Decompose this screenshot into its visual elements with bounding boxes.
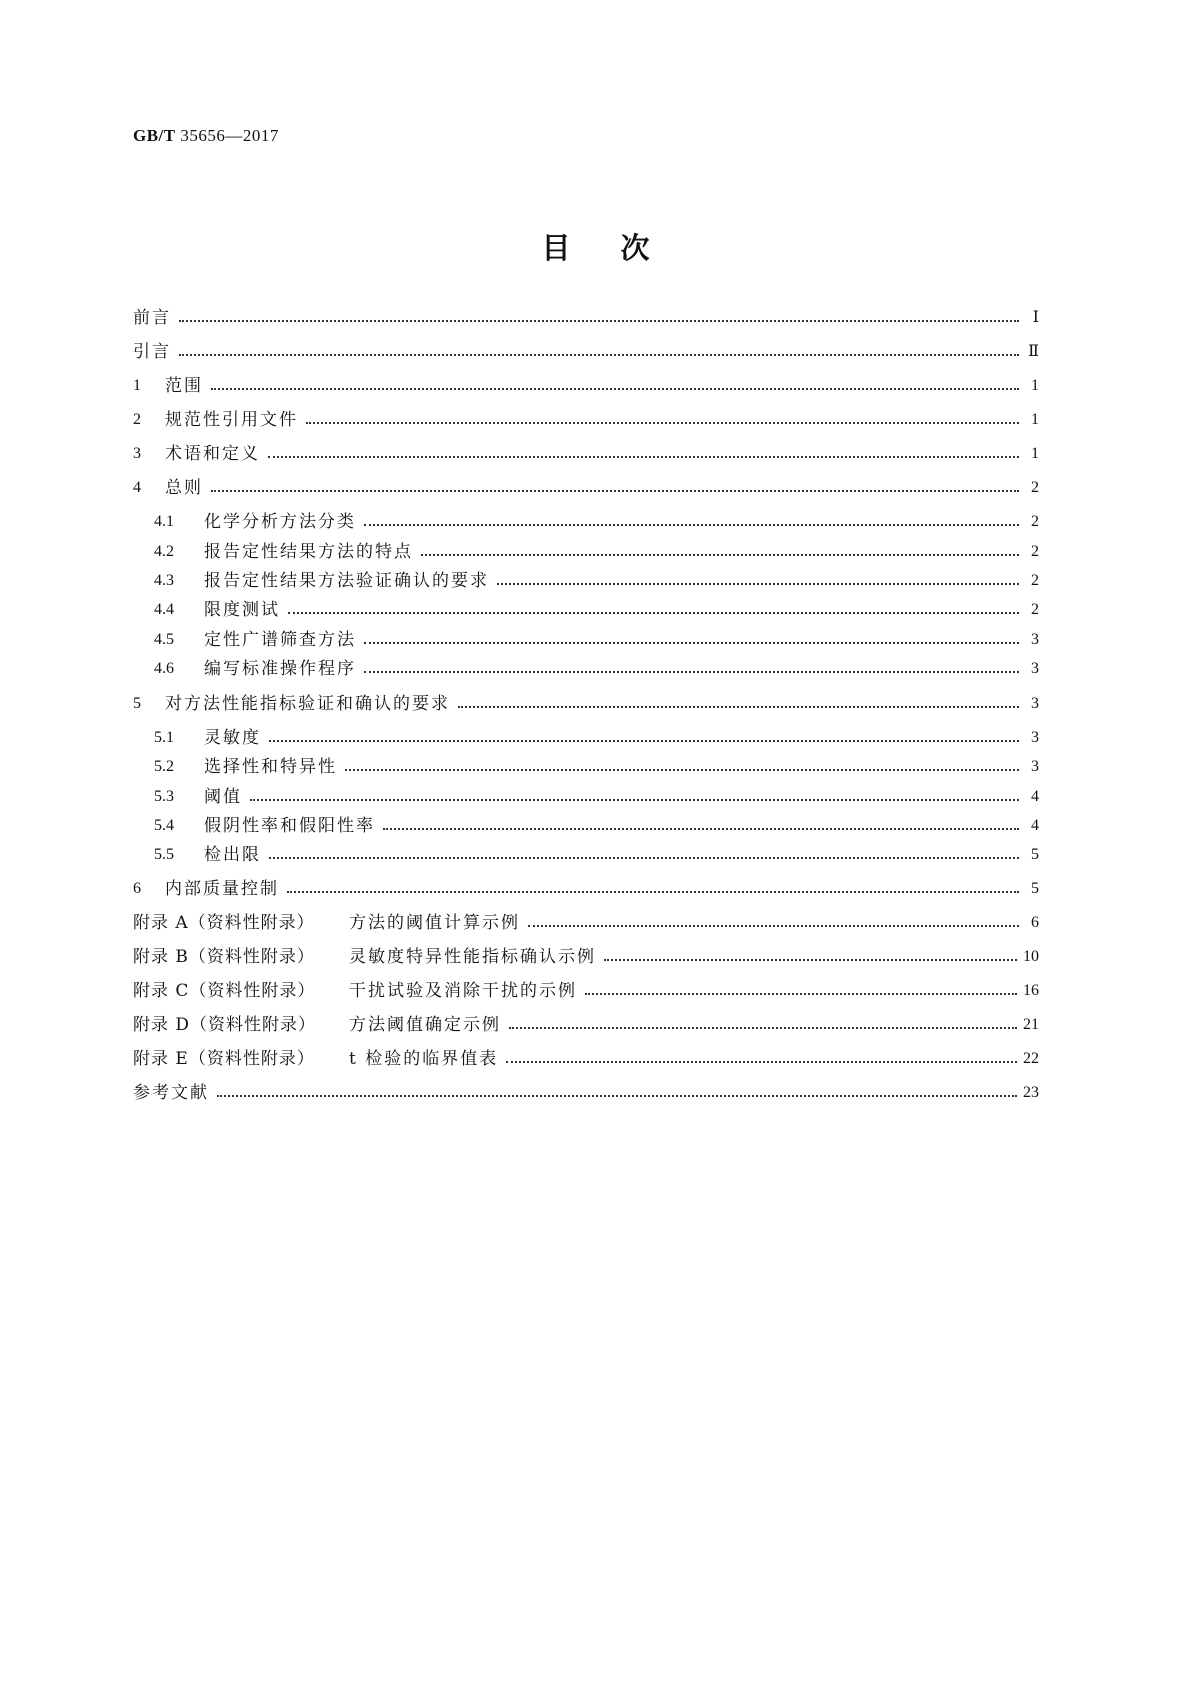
page-title: 目次 (541, 231, 700, 265)
toc-entry-page: 1 (1031, 411, 1039, 428)
toc-entry-label: 定性广谱筛查方法 (204, 630, 356, 650)
toc-entry-label: 对方法性能指标验证和确认的要求 (165, 694, 450, 714)
leader-dots (506, 1061, 1017, 1063)
leader-dots (179, 354, 1019, 356)
toc-entry-section-6[interactable] (0, 877, 1191, 901)
toc-entry-appendix-b[interactable] (0, 945, 1191, 969)
toc-entry-page: 10 (1023, 948, 1039, 965)
leader-dots (585, 993, 1017, 995)
toc-entry-number: 1 (133, 377, 141, 394)
toc-entry-page: 3 (1031, 660, 1039, 677)
toc-entry-label: 化学分析方法分类 (204, 512, 356, 532)
toc-entry-label: 编写标准操作程序 (204, 659, 356, 679)
toc-entry-page: 3 (1031, 729, 1039, 746)
leader-dots (497, 583, 1019, 585)
toc-entry-label: 内部质量控制 (165, 879, 279, 899)
leader-dots (421, 554, 1019, 556)
toc-entry-label: 检出限 (204, 845, 261, 865)
toc-entry-page: 1 (1031, 377, 1039, 394)
toc-entry-number: 附录 C（资料性附录） (133, 981, 316, 1001)
toc-entry-section-4-2[interactable] (0, 540, 1191, 564)
toc-entry-page: 22 (1023, 1050, 1039, 1067)
toc-entry-page: 3 (1031, 695, 1039, 712)
leader-dots (250, 799, 1019, 801)
toc-entry-page: 6 (1031, 914, 1039, 931)
toc-entry-page: Ⅰ (1032, 309, 1039, 326)
toc-entry-section-5-4[interactable] (0, 814, 1191, 838)
toc-entry-label: 阈值 (204, 787, 242, 807)
toc-entry-number: 附录 E（资料性附录） (133, 1049, 315, 1069)
toc-entry-page: 23 (1023, 1084, 1039, 1101)
toc-entry-label: 灵敏度特异性能指标确认示例 (349, 947, 596, 967)
toc-entry-appendix-c[interactable] (0, 979, 1191, 1003)
standard-code (133, 126, 279, 146)
toc-entry-number: 6 (133, 880, 141, 897)
leader-dots (364, 642, 1019, 644)
toc-entry-section-4-3[interactable] (0, 569, 1191, 593)
toc-entry-page: 4 (1031, 788, 1039, 805)
toc-entry-page: 5 (1031, 846, 1039, 863)
toc-entry-appendix-a[interactable] (0, 911, 1191, 935)
leader-dots (268, 456, 1019, 458)
toc-entry-label: 引言 (133, 342, 171, 362)
toc-entry-number: 附录 A（资料性附录） (133, 913, 315, 933)
toc-entry-label: 参考文献 (133, 1083, 209, 1103)
leader-dots (288, 612, 1019, 614)
leader-dots (269, 857, 1019, 859)
toc-entry-label: 范围 (165, 376, 203, 396)
toc-entry-section-5-3[interactable] (0, 785, 1191, 809)
toc-entry-references[interactable] (0, 1081, 1191, 1105)
standard-prefix: GB/T (133, 126, 176, 145)
toc-entry-label: 干扰试验及消除干扰的示例 (349, 981, 577, 1001)
toc-entry-section-4-5[interactable] (0, 628, 1191, 652)
leader-dots (364, 524, 1019, 526)
toc-entry-number: 4.2 (154, 543, 174, 560)
toc-entry-section-1[interactable] (0, 374, 1191, 398)
leader-dots (217, 1095, 1017, 1097)
toc-entry-section-4-1[interactable] (0, 510, 1191, 534)
toc-entry-page: 16 (1023, 982, 1039, 999)
toc-entry-page: 2 (1031, 513, 1039, 530)
toc-entry-label: 报告定性结果方法验证确认的要求 (204, 571, 489, 591)
toc-entry-page: 2 (1031, 601, 1039, 618)
toc-entry-section-5[interactable] (0, 692, 1191, 716)
toc-entry-number: 2 (133, 411, 141, 428)
toc-entry-number: 5.2 (154, 758, 174, 775)
standard-number: 35656—2017 (180, 126, 279, 145)
toc-entry-page: 1 (1031, 445, 1039, 462)
toc-entry-section-4-6[interactable] (0, 657, 1191, 681)
toc-entry-page: 3 (1031, 631, 1039, 648)
toc-entry-page: 2 (1031, 479, 1039, 496)
toc-entry-label: 限度测试 (204, 600, 280, 620)
leader-dots (528, 925, 1019, 927)
leader-dots (509, 1027, 1017, 1029)
leader-dots (287, 891, 1019, 893)
leader-dots (604, 959, 1017, 961)
toc-entry-page: Ⅱ (1028, 343, 1039, 360)
toc-entry-label: 方法的阈值计算示例 (349, 913, 520, 933)
toc-entry-page: 21 (1023, 1016, 1039, 1033)
toc-entry-section-3[interactable] (0, 442, 1191, 466)
toc-entry-foreword[interactable] (0, 306, 1191, 330)
toc-entry-number: 5.5 (154, 846, 174, 863)
toc-entry-number: 附录 D（资料性附录） (133, 1015, 317, 1035)
toc-entry-label: t 检验的临界值表 (349, 1049, 499, 1069)
toc-entry-number: 5.4 (154, 817, 174, 834)
leader-dots (345, 769, 1019, 771)
toc-entry-number: 4.5 (154, 631, 174, 648)
leader-dots (458, 706, 1019, 708)
toc-entry-page: 5 (1031, 880, 1039, 897)
toc-entry-appendix-d[interactable] (0, 1013, 1191, 1037)
toc-entry-number: 附录 B（资料性附录） (133, 947, 315, 967)
toc-entry-label: 灵敏度 (204, 728, 261, 748)
toc-entry-section-5-1[interactable] (0, 726, 1191, 750)
leader-dots (364, 671, 1019, 673)
toc-entry-label: 假阴性率和假阳性率 (204, 816, 375, 836)
toc-entry-page: 2 (1031, 572, 1039, 589)
toc-entry-section-5-2[interactable] (0, 755, 1191, 779)
toc-entry-page: 2 (1031, 543, 1039, 560)
toc-entry-number: 4.3 (154, 572, 174, 589)
toc-entry-label: 前言 (133, 308, 171, 328)
toc-entry-section-5-5[interactable] (0, 843, 1191, 867)
toc-entry-page: 4 (1031, 817, 1039, 834)
toc-entry-number: 5 (133, 695, 141, 712)
toc-entry-label: 选择性和特异性 (204, 757, 337, 777)
toc-entry-number: 5.3 (154, 788, 174, 805)
leader-dots (179, 320, 1019, 322)
toc-entry-introduction[interactable] (0, 340, 1191, 364)
toc-entry-section-4-4[interactable] (0, 598, 1191, 622)
toc-entry-label: 规范性引用文件 (165, 410, 298, 430)
toc-entry-section-2[interactable] (0, 408, 1191, 432)
toc-entry-page: 3 (1031, 758, 1039, 775)
toc-entry-label: 方法阈值确定示例 (349, 1015, 501, 1035)
toc-entry-number: 3 (133, 445, 141, 462)
leader-dots (211, 388, 1019, 390)
toc-entry-number: 5.1 (154, 729, 174, 746)
toc-entry-section-4[interactable] (0, 476, 1191, 500)
leader-dots (383, 828, 1019, 830)
toc-entry-label: 总则 (165, 478, 203, 498)
toc-entry-number: 4.4 (154, 601, 174, 618)
leader-dots (269, 740, 1019, 742)
toc-entry-number: 4.6 (154, 660, 174, 677)
toc-entry-number: 4 (133, 479, 141, 496)
toc-entry-appendix-e[interactable] (0, 1047, 1191, 1071)
toc-entry-label: 术语和定义 (165, 444, 260, 464)
leader-dots (306, 422, 1019, 424)
leader-dots (211, 490, 1019, 492)
toc-entry-label: 报告定性结果方法的特点 (204, 542, 413, 562)
toc-entry-number: 4.1 (154, 513, 174, 530)
